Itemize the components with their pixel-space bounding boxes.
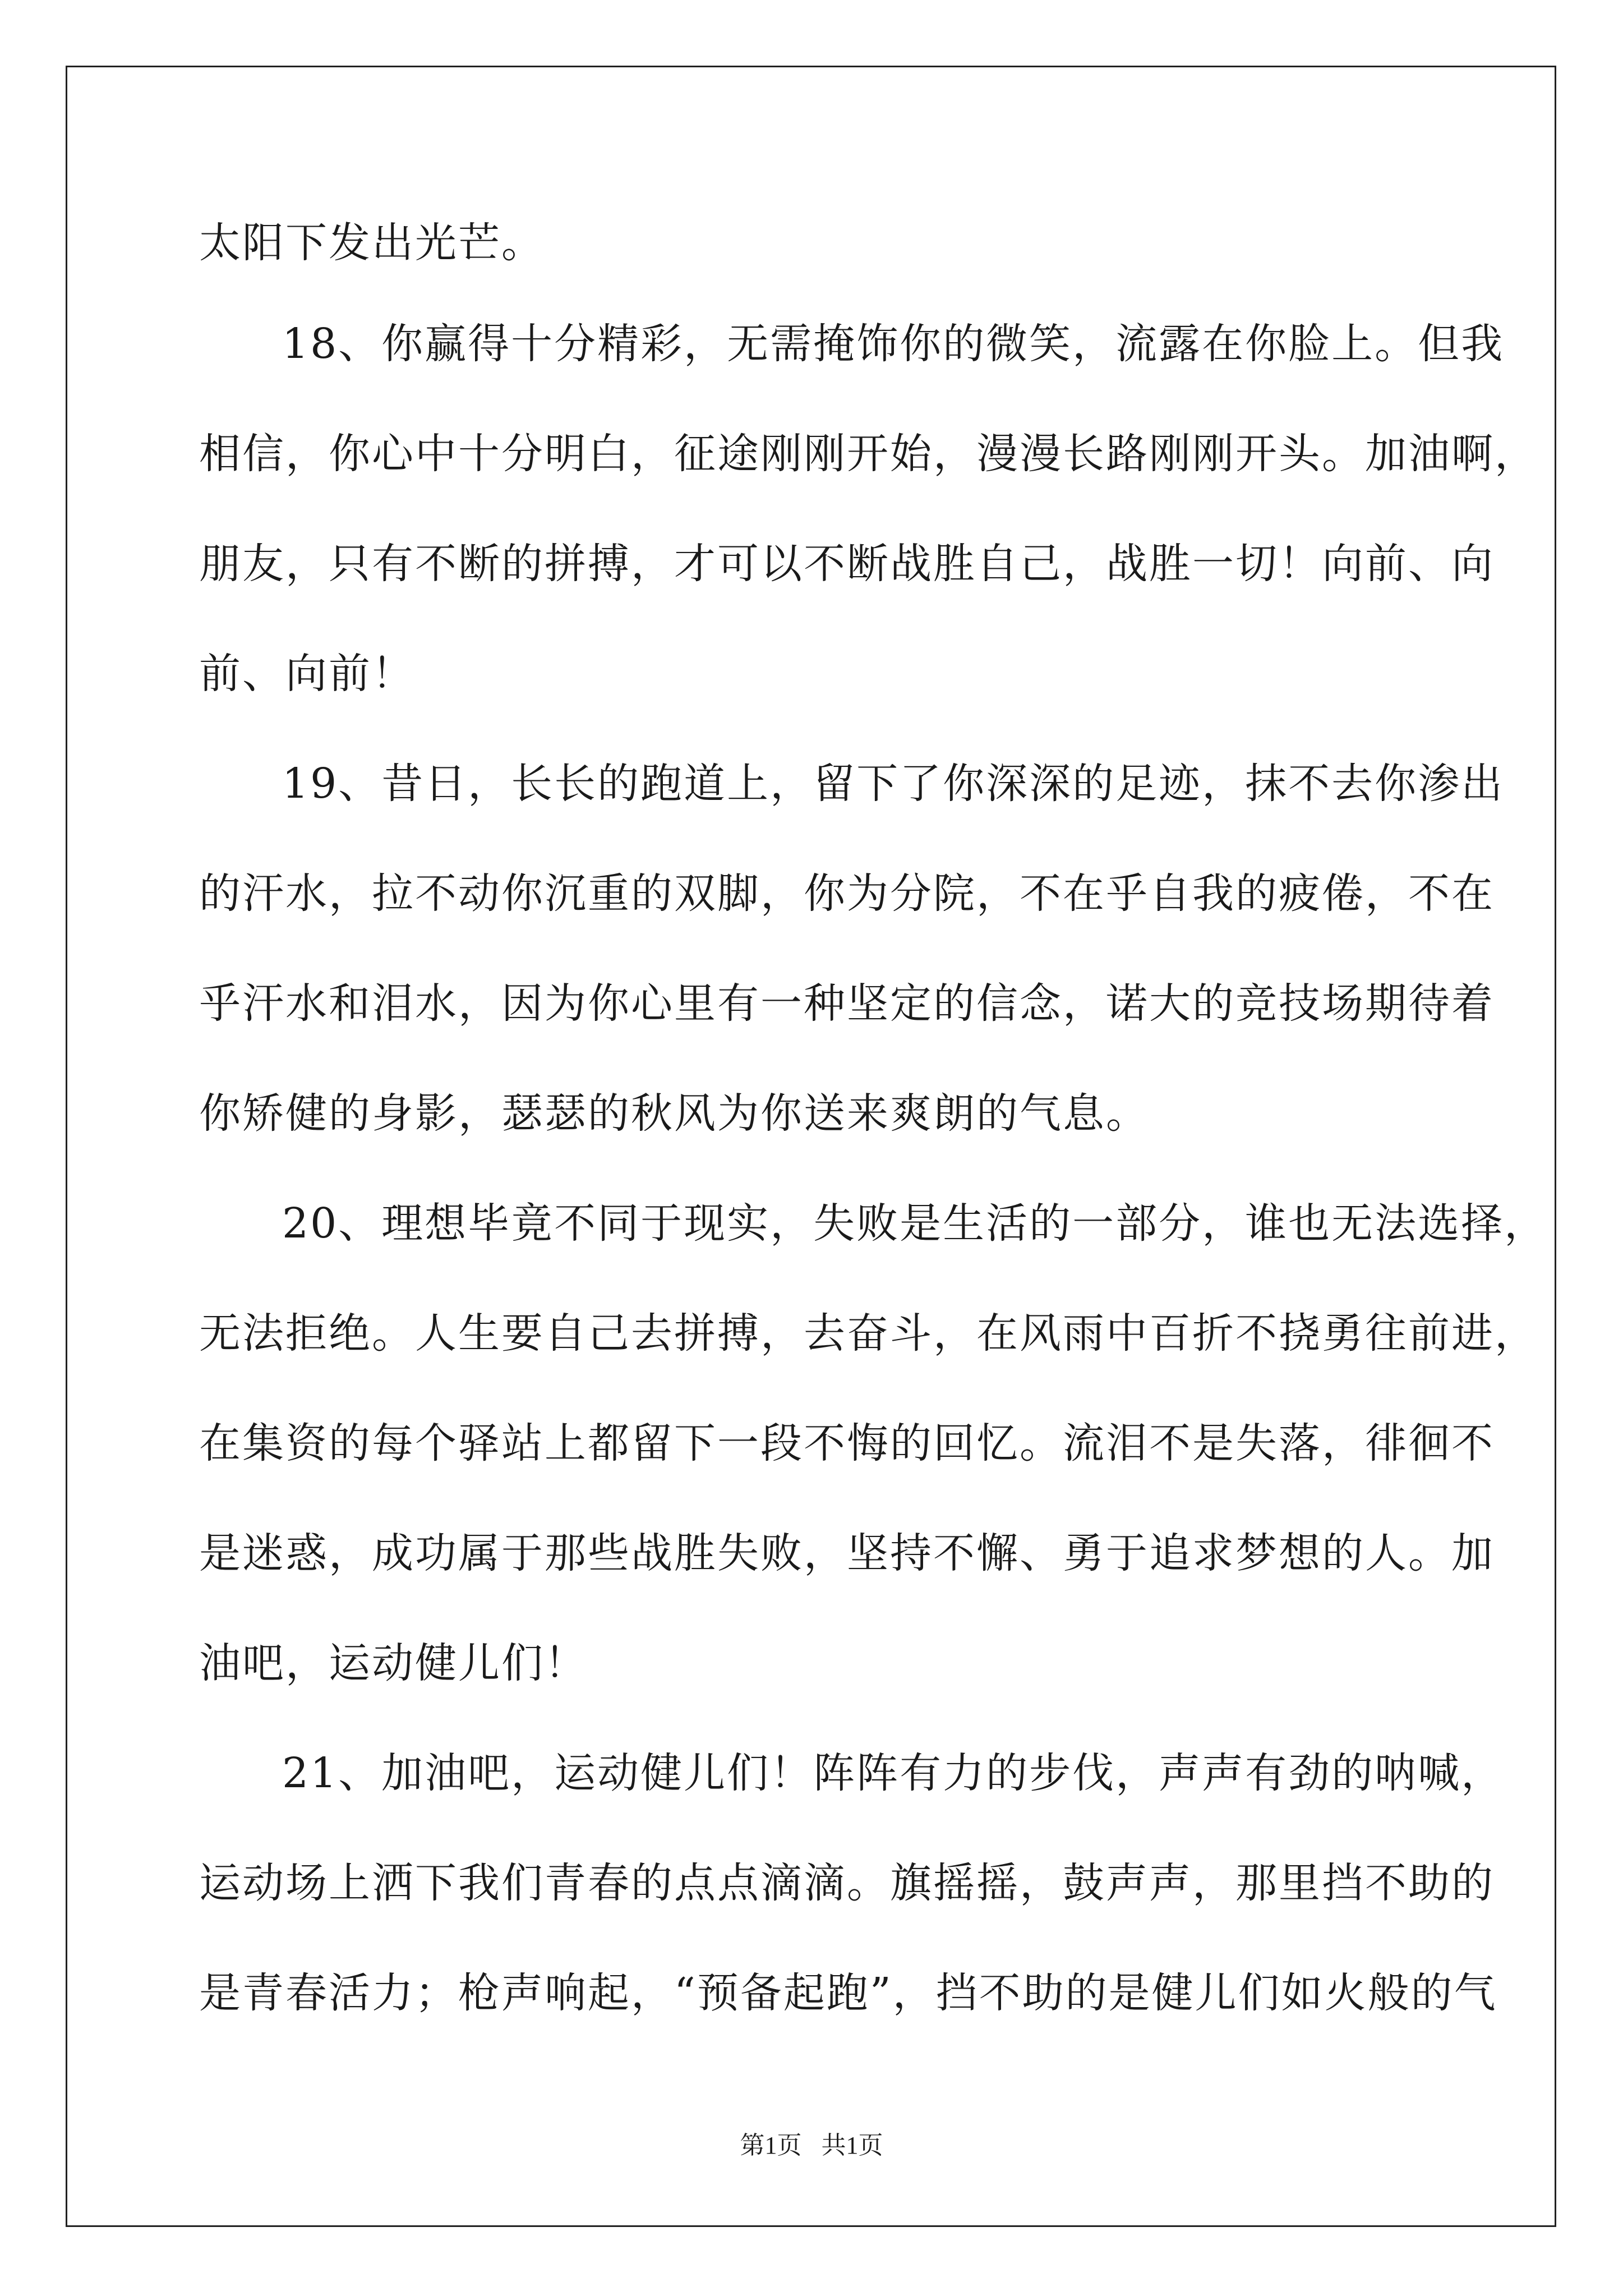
paragraph-line: 朋友，只有不断的拼搏，才可以不断战胜自己，战胜一切！向前、向 xyxy=(199,540,1495,588)
paragraph-line: 21、加油吧，运动健儿们！阵阵有力的步伐，声声有劲的呐喊， xyxy=(282,1749,1505,1797)
paragraph-line: 太阳下发出光芒。 xyxy=(199,219,545,267)
paragraph-line: 你矫健的身影，瑟瑟的秋风为你送来爽朗的气息。 xyxy=(199,1089,1149,1138)
paragraph-line: 20、理想毕竟不同于现实，失败是生活的一部分，谁也无法选择， xyxy=(282,1199,1548,1248)
paragraph-line: 油吧，运动健儿们！ xyxy=(199,1639,588,1687)
page-footer xyxy=(0,2129,1623,2162)
paragraph-line: 前、向前！ xyxy=(199,650,415,698)
paragraph-line: 相信，你心中十分明白，征途刚刚开始，漫漫长路刚刚开头。加油啊， xyxy=(199,430,1538,478)
paragraph-line: 在集资的每个驿站上都留下一段不悔的回忆。流泪不是失落，徘徊不 xyxy=(199,1419,1495,1467)
paragraph-line: 无法拒绝。人生要自己去拼搏，去奋斗，在风雨中百折不挠勇往前进， xyxy=(199,1309,1538,1358)
page-total: 共1页 xyxy=(821,2132,883,2159)
paragraph-line: 运动场上洒下我们青春的点点滴滴。旗摇摇，鼓声声，那里挡不助的 xyxy=(199,1859,1495,1907)
paragraph-line: 乎汗水和泪水，因为你心里有一种坚定的信念，诺大的竞技场期待着 xyxy=(199,979,1495,1028)
paragraph-line: 19、昔日，长长的跑道上，留下了你深深的足迹，抹不去你渗出 xyxy=(282,760,1505,808)
paragraph-line: 是青春活力；枪声响起，“预备起跑”，挡不助的是健儿们如火般的气 xyxy=(199,1969,1497,2017)
page-number: 第1页 xyxy=(740,2132,802,2159)
paragraph-line: 是迷惑，成功属于那些战胜失败，坚持不懈、勇于追求梦想的人。加 xyxy=(199,1529,1495,1577)
paragraph-line: 18、你赢得十分精彩，无需掩饰你的微笑，流露在你脸上。但我 xyxy=(282,320,1505,368)
paragraph-line: 的汗水，拉不动你沉重的双脚，你为分院，不在乎自我的疲倦，不在 xyxy=(199,869,1495,918)
